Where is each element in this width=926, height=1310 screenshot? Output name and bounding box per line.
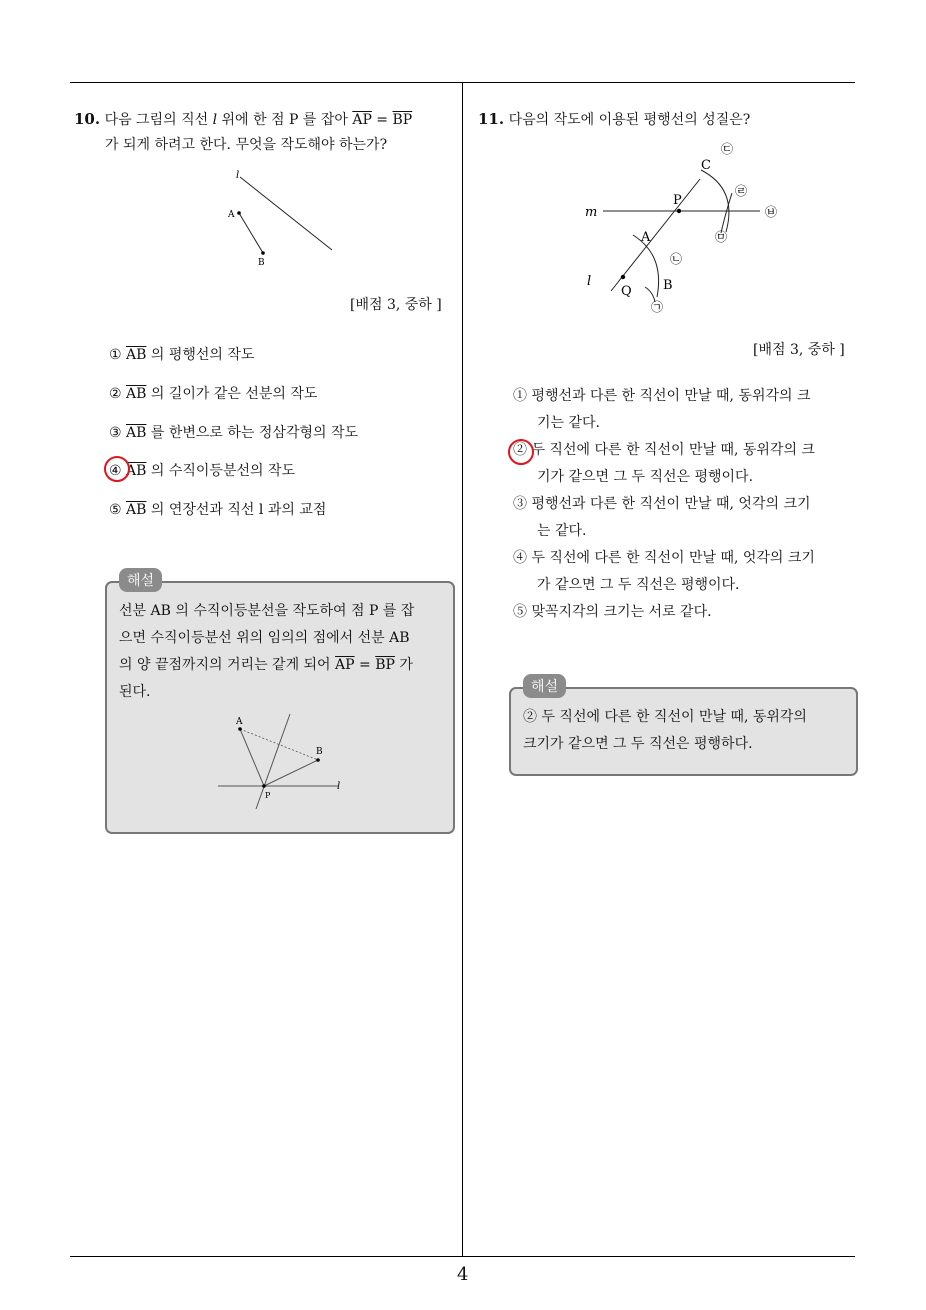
solution-line1: ② 두 직선에 다른 한 직선이 만날 때, 동위각의	[523, 709, 807, 725]
choice-1[interactable]: ① $\overline{AB}$ 의 평행선의 작도	[109, 347, 255, 363]
choice-4[interactable]: ④ $\overline{AB}$ 의 수직이등분선의 작도	[109, 463, 296, 479]
choice-3[interactable]: ③ $\overline{AB}$ 를 한변으로 하는 정삼각형의 작도	[109, 425, 359, 441]
figure-marker-3: ㉢	[721, 142, 734, 156]
solution-line3: 의 양 끝점까지의 거리는 같게 되어 $\overline{AP} = \overline{BP}$ 가	[119, 657, 413, 673]
question-number: 11.	[478, 110, 505, 128]
choice-1[interactable]: ① 평행선과 다른 한 직선이 만날 때, 동위각의 크 기는 같다.	[513, 388, 811, 431]
bottom-rule	[70, 1256, 855, 1257]
solution-tag: 해설	[523, 674, 566, 698]
figure-marker-2: ㉡	[670, 252, 683, 266]
solution-line4: 된다.	[119, 684, 151, 700]
figure-label-c: C	[701, 158, 711, 173]
choice-5[interactable]: ⑤ 맞꼭지각의 크기는 서로 같다.	[513, 604, 712, 620]
figure-label-l: l	[236, 170, 240, 181]
solution-label-a: A	[236, 717, 243, 727]
choice-3[interactable]: ③ 평행선과 다른 한 직선이 만날 때, 엇각의 크기 는 같다.	[513, 496, 811, 539]
figure-marker-4: ㉣	[735, 184, 748, 198]
answer-mark-circle	[508, 439, 534, 465]
solution-line1: 선분 AB 의 수직이등분선을 작도하여 점 P 를 잡	[119, 603, 415, 619]
figure-label-q: Q	[621, 284, 632, 299]
figure-label-b: B	[663, 278, 673, 293]
figure-label-a: A	[641, 230, 651, 245]
solution-line2: 으면 수직이등분선 위의 임의의 점에서 선분 AB	[119, 630, 410, 646]
figure-marker-5: ㉤	[715, 230, 728, 244]
question-11-text: 11. 다음의 작도에 이용된 평행선의 성질은?	[478, 110, 751, 128]
solution-figure	[210, 708, 350, 813]
score-label: [배점 3, 중하 ]	[350, 297, 442, 313]
figure-label-l: l	[587, 274, 592, 289]
solution-tag: 해설	[119, 568, 162, 592]
figure-marker-6: ㉥	[765, 205, 778, 219]
question-number: 10.	[74, 110, 101, 128]
figure-label-m: m	[585, 205, 598, 220]
page-number: 4	[457, 1264, 469, 1285]
question-10-line2: 가 되게 하려고 한다. 무엇을 작도해야 하는가?	[105, 137, 388, 153]
solution-label-p: P	[265, 791, 271, 800]
solution-label-l: l	[337, 781, 341, 792]
choice-2[interactable]: ② $\overline{AB}$ 의 길이가 같은 선분의 작도	[109, 386, 318, 402]
choice-5[interactable]: ⑤ $\overline{AB}$ 의 연장선과 직선 l 과의 교점	[109, 502, 327, 518]
choice-2[interactable]: ② 두 직선에 다른 한 직선이 만날 때, 동위각의 크 기가 같으면 그 두 직선은 평행이다.	[513, 442, 815, 485]
answer-mark-circle	[104, 456, 130, 482]
figure-label-a: A	[228, 210, 235, 220]
column-divider	[462, 82, 463, 1256]
question-10-figure	[220, 165, 350, 270]
figure-label-p: P	[673, 193, 682, 208]
question-10-line1: 10. 다음 그림의 직선 l 위에 한 점 P 를 잡아 $\overline{AP} = \overline{BP}$	[74, 110, 413, 128]
figure-marker-1: ㉠	[651, 300, 664, 314]
figure-label-b: B	[258, 258, 265, 268]
score-label: [배점 3, 중하 ]	[753, 342, 845, 358]
solution-line2: 크기가 같으면 그 두 직선은 평행하다.	[523, 736, 753, 752]
solution-label-b: B	[316, 747, 323, 757]
choice-4[interactable]: ④ 두 직선에 다른 한 직선이 만날 때, 엇각의 크기 가 같으면 그 두 직선은 평행이다.	[513, 550, 815, 593]
question-11-figure	[575, 137, 795, 317]
